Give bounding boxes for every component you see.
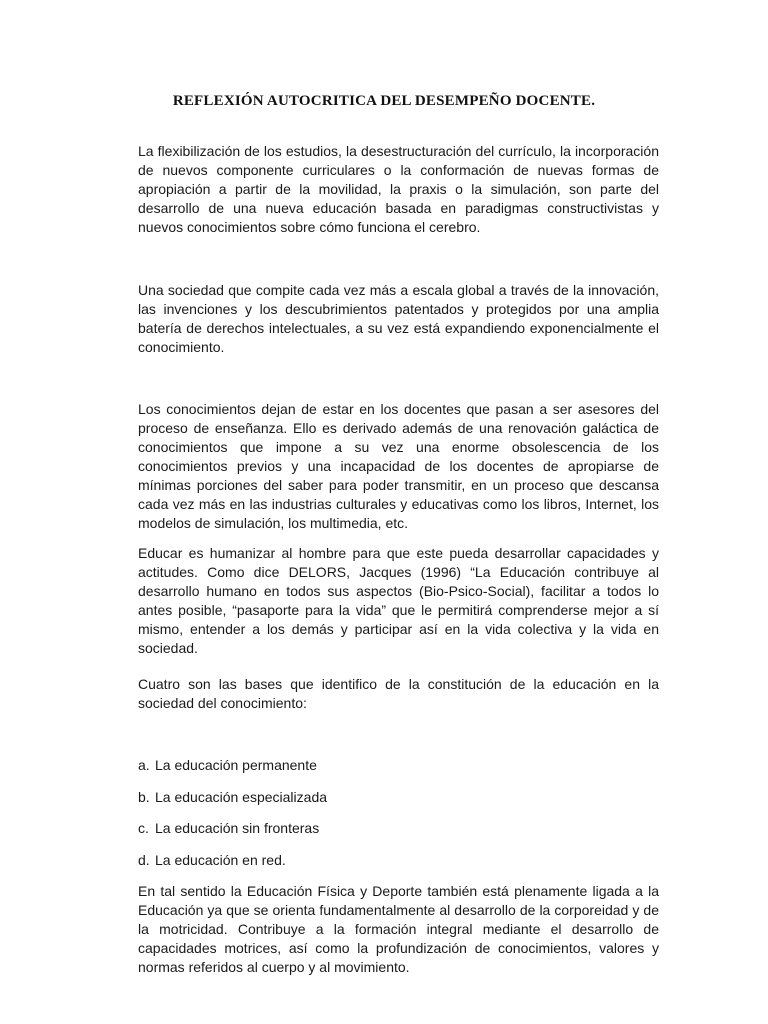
list-marker: a. bbox=[138, 757, 150, 773]
list-item-text: La educación especializada bbox=[155, 789, 328, 805]
closing-paragraph: En tal sentido la Educación Física y Deporte también está plenamente ligada a la Educación ya que se orienta fundamentalmente al desarrollo de la corporeidad y de la motricidad. Contribuye a la formación integral mediante el desarrollo de capacidades motrices, así como la profundización de conocimientos, valores y normas referidos al cuerpo y al movimiento. bbox=[138, 883, 659, 975]
list-item-text: La educación en red. bbox=[155, 852, 286, 868]
list-item bbox=[138, 756, 659, 775]
list-item bbox=[138, 819, 659, 838]
paragraph-2: Una sociedad que compite cada vez más a escala global a través de la innovación, las invenciones y los descubrimientos patentados y protegidos por una amplia batería de derechos intelectuales, a su vez está expandiendo exponencialmente el conocimiento. bbox=[138, 282, 659, 355]
paragraph-5: Cuatro son las bases que identifico de la constitución de la educación en la sociedad del conocimiento: bbox=[138, 676, 659, 711]
paragraph-3: Los conocimientos dejan de estar en los docentes que pasan a ser asesores del proceso de enseñanza. Ello es derivado además de una renovación galáctica de conocimientos que impone a su vez una enorme obsolescencia de los conocimientos previos y una incapacidad de los docentes de apropiarse de mínimas porciones del saber para poder transmitir, en un proceso que descansa cada vez más en las industrias culturales y educativas como los libros, Internet, los modelos de simulación, los multimedia, etc. bbox=[138, 401, 659, 531]
list-marker: c. bbox=[138, 820, 149, 836]
list-marker: b. bbox=[138, 789, 150, 805]
list-item-text: La educación permanente bbox=[155, 757, 317, 773]
list-item-text: La educación sin fronteras bbox=[155, 820, 320, 836]
list-item bbox=[138, 788, 659, 807]
paragraph-1: La flexibilización de los estudios, la desestructuración del currículo, la incorporación de nuevos componente curriculares o la conformación de nuevas formas de apropiación a partir de la movilidad, la praxis o la simulación, son parte del desarrollo de una nueva educación basada en paradigmas constructivistas y nuevos conocimientos sobre cómo funciona el cerebro. bbox=[138, 143, 659, 235]
list-marker: d. bbox=[138, 852, 150, 868]
paragraph-4: Educar es humanizar al hombre para que este pueda desarrollar capacidades y actitudes. Como dice DELORS, Jacques (1996) “La Educación contribuye al desarrollo humano en todos sus aspectos (Bio-Psico-Social), facilitar a todos lo antes posible, “pasaporte para la vida” que le permitirá comprenderse mejor a sí mismo, entender a los demás y participar así en la vida colectiva y la vida en sociedad. bbox=[138, 545, 659, 656]
list-item bbox=[138, 851, 659, 870]
document-title: REFLEXIÓN AUTOCRITICA DEL DESEMPEÑO DOCENTE. bbox=[172, 93, 596, 109]
